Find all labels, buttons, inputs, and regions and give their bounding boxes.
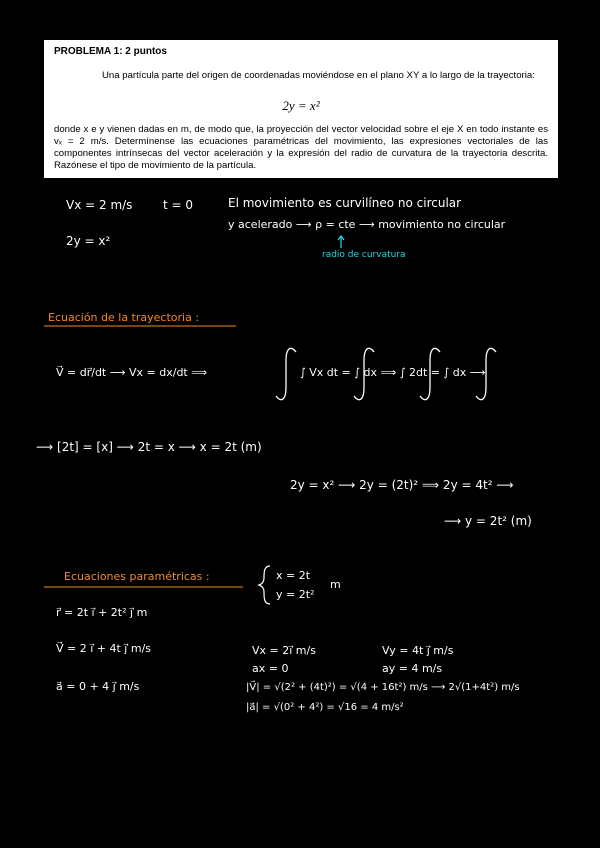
section-trajectory-title: Ecuación de la trayectoria : — [48, 311, 200, 324]
parametric-unit: m — [330, 578, 341, 591]
trajectory-equation: 2y = x² — [282, 98, 320, 113]
evaluate-integrals: ⟶ [2t] = [x] ⟶ 2t = x ⟶ x = 2t (m) — [36, 440, 262, 454]
trajectory-substitution: 2y = x² ⟶ 2y = (2t)² ⟹ 2y = 4t² ⟶ — [290, 478, 514, 492]
vx-component: Vx = 2i⃗ m/s — [252, 644, 316, 657]
velocity-vector: V⃗ = 2 i⃗ + 4t j⃗ m/s — [56, 642, 152, 655]
velocity-definition: V⃗ = dr⃗/dt ⟶ Vx = dx/dt ⟹ — [56, 366, 208, 379]
problem-question: donde x e y vienen dadas en m, de modo que, la proyección del vector velocidad sobre el eje X en todo instante es vₓ = 2 m/s. Determínense las ecuaciones paramétricas del movimiento, las expresiones vectoriales de las componentes intrínsecas del vector aceleración y la expresión del radio de curvatura de la trayectoria descrita. Razónese el tipo de movimiento de la partícula. — [54, 124, 548, 171]
ax-component: ax = 0 — [252, 662, 289, 675]
parametric-y: y = 2t² — [276, 588, 315, 601]
problem-intro: Una partícula parte del origen de coordenadas moviéndose en el plano XY a lo largo de la trayectoria: — [102, 70, 535, 81]
vy-component: Vy = 4t j⃗ m/s — [382, 644, 454, 657]
acceleration-vector: a⃗ = 0 + 4 j⃗ m/s — [56, 680, 140, 693]
integration-step: ∫ Vx dt = ∫ dx ⟹ ∫ 2dt = ∫ dx ⟶ — [300, 366, 486, 379]
radius-annotation: radio de curvatura — [322, 250, 406, 260]
parametric-brace — [259, 566, 270, 604]
parametric-x: x = 2t — [276, 569, 311, 582]
motion-type-line1: El movimiento es curvilíneo no circular — [228, 196, 462, 210]
y-of-t: ⟶ y = 2t² (m) — [444, 514, 532, 528]
given-vx: Vx = 2 m/s — [66, 198, 133, 212]
position-vector: r⃗ = 2t i⃗ + 2t² j⃗ m — [56, 606, 148, 619]
given-trajectory: 2y = x² — [66, 234, 111, 248]
section-parametric-title: Ecuaciones paramétricas : — [64, 570, 210, 583]
problem-title: PROBLEMA 1: 2 puntos — [54, 46, 167, 57]
given-t: t = 0 — [163, 198, 194, 212]
ay-component: ay = 4 m/s — [382, 662, 443, 675]
acceleration-magnitude: |a⃗| = √(0² + 4²) = √16 = 4 m/s² — [246, 702, 404, 713]
velocity-magnitude: |V⃗| = √(2² + (4t)²) = √(4 + 16t²) m/s ⟶ 2√(1+4t²) m/s — [246, 682, 520, 693]
motion-type-line2: y acelerado ⟶ ρ = cte ⟶ movimiento no circular — [228, 218, 506, 231]
integral-sign-1 — [276, 348, 296, 399]
